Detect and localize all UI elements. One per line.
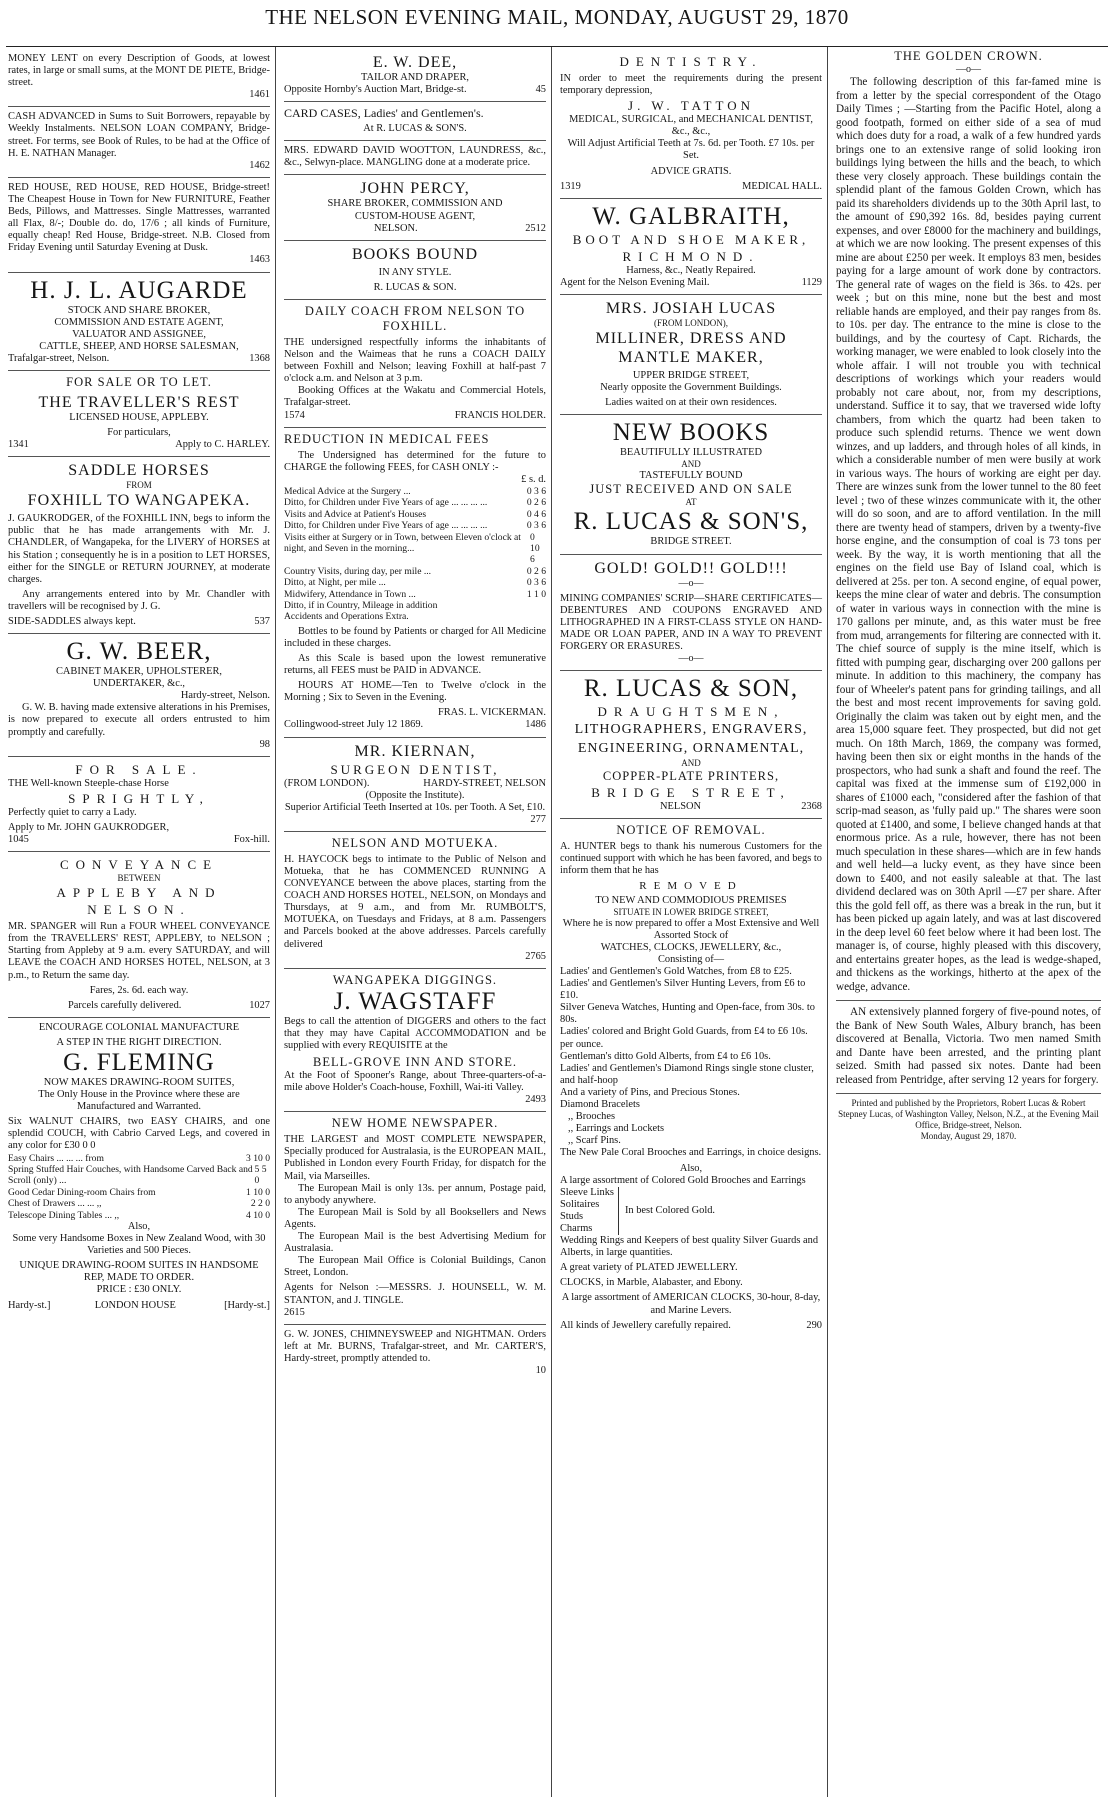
ad-title: J. W. TATTON [628, 98, 754, 114]
ad-line: IN ANY STYLE. [378, 266, 452, 278]
ad-line: HARDY-STREET, NELSON [423, 777, 546, 789]
article-title: THE GOLDEN CROWN. [894, 49, 1043, 63]
ad-hunter-removal [560, 819, 822, 1336]
bracket-note: In best Colored Gold. [624, 1204, 716, 1216]
ad-text: RED HOUSE, RED HOUSE, RED HOUSE, Bridge-street! The Cheapest House in Town for New FURNITURE, Feather Beds, Pillows, and Mattresses. Single Mattresses, warranted all Flax, 8/-; Double do. do, 17/6 ; all kinds of Furniture, equally cheap! Red House, Bridge-street. N.B. Closed from Friday Evening until Saturday Evening at Dusk. [8, 181, 270, 254]
ad-line: REMOVED [639, 879, 743, 892]
ad-line: Opposite Hornby's Auction Mart, Bridge-st. [284, 84, 467, 96]
ad-conveyance [8, 852, 270, 1018]
stock-item: Ladies' colored and Bright Gold Guards, from £4 to £6 10s. per ounce. [560, 1026, 808, 1050]
ad-line: Apply to Mr. JOHN GAUKRODGER, [8, 821, 170, 833]
ad-line: R. LUCAS & SON. [373, 281, 457, 293]
ad-dentistry [560, 49, 822, 199]
fee-item: Medical Advice at the Surgery ... [284, 485, 411, 497]
fee-item: Ditto, for Children under Five Years of age ... ... ... ... [284, 497, 488, 509]
ad-text: CARD CASES, Ladies' and Gentlemen's. [284, 106, 484, 121]
ad-number: 98 [259, 738, 270, 750]
ad-line: JUST RECEIVED AND ON SALE [589, 482, 793, 497]
fee-row [284, 532, 546, 566]
ad-signature: FRANCIS HOLDER. [454, 409, 546, 421]
ad-signature: FRAS. L. VICKERMAN. [437, 707, 546, 719]
ad-wagstaff [284, 969, 546, 1113]
ad-european-mail [284, 1112, 546, 1324]
price-row [8, 1198, 270, 1209]
ad-jones [284, 1325, 546, 1382]
bracket-list [560, 1187, 619, 1235]
ad-line: NELSON [660, 801, 701, 813]
ad-title: THE TRAVELLER'S REST [38, 393, 240, 411]
ad-number: 1368 [249, 352, 270, 364]
fee-columns: £ s. d. [521, 473, 546, 485]
ad-line: COMMISSION AND ESTATE AGENT, [54, 316, 224, 328]
fee-row [284, 589, 546, 600]
fee-table [284, 486, 546, 623]
ad-line: NOW MAKES DRAWING-ROOM SUITES, [43, 1076, 235, 1088]
ad-number: 1462 [249, 159, 270, 171]
ad-text: MINING COMPANIES' SCRIP—SHARE CERTIFICATES—DEBENTURES AND COUPONS ENGRAVED AND LITHOGRAPHED IN A FIRST-CLASS STYLE ON HAND-MADE OR LOAN PAPER, AND IN A WAY TO PREVENT FORGERY OR ERASURES. [560, 592, 822, 652]
fee-item: Visits either at Surgery or in Town, between Eleven o'clock at night, and Seven in the morning... [284, 531, 521, 554]
column-1 [6, 47, 276, 1797]
ad-line: [Hardy-st.] [224, 1299, 270, 1311]
ad-number: 10 [535, 1364, 546, 1376]
ad-heading: R. LUCAS & SON, [583, 675, 799, 703]
ad-line: BOOT AND SHOE MAKER, [572, 231, 810, 247]
ad-line: Parcels carefully delivered. [68, 999, 182, 1011]
ad-line: TO NEW AND COMMODIOUS PREMISES [595, 894, 787, 906]
ad-line: Collingwood-street July 12 1869. [284, 719, 424, 731]
ad-beer [8, 634, 270, 757]
ad-heading: CONVEYANCE [59, 857, 219, 873]
price-row [8, 1187, 270, 1198]
ad-line: Perfectly quiet to carry a Lady. [8, 806, 137, 818]
ad-text: Booking Offices at the Wakatu and Commercial Hotels, Trafalgar-street. [284, 385, 546, 409]
ad-daily-coach [284, 300, 546, 428]
price-item: Good Cedar Dining-room Chairs from [8, 1186, 156, 1198]
ad-text: The European Mail is only 13s. per annum, Postage paid, to anybody anywhere. [284, 1182, 546, 1206]
ad-heading: NEW HOME NEWSPAPER. [331, 1116, 499, 1131]
ad-line: MEDICAL HALL. [742, 180, 822, 192]
ad-line: BETWEEN [117, 873, 161, 884]
ad-number: 45 [535, 84, 546, 96]
stock-item: Ladies' and Gentlemen's Diamond Rings single stone cluster, and half-hoop [560, 1062, 814, 1086]
ad-text: MONEY LENT on every Description of Goods, at lowest rates, in large or small sums, at the MONT DE PIETE, Bridge-street. [8, 53, 270, 89]
ad-heading: G. W. BEER, [66, 638, 212, 666]
ad-heading: FOR SALE. [75, 761, 203, 777]
ad-line: TASTEFULLY BOUND [639, 470, 743, 482]
ad-line: Some very Handsome Boxes in New Zealand Wood, with 30 Varieties and 500 Pieces. [12, 1233, 266, 1257]
bracket-item: Solitaires [560, 1198, 600, 1210]
ad-text: The European Mail is the best Advertising Medium for Australasia. [284, 1231, 546, 1255]
ad-heading: REDUCTION IN MEDICAL FEES [284, 431, 490, 446]
ad-number: 2493 [525, 1094, 546, 1106]
column-4 [834, 47, 1106, 1797]
ad-line: FROM [126, 480, 152, 491]
ad-number: 1574 [284, 409, 305, 421]
ad-line: Superior Artificial Teeth Inserted at 10s. per Tooth. A Set, £10. [284, 801, 546, 813]
stock-item: The New Pale Coral Brooches and Earrings, in choice designs. [560, 1147, 822, 1159]
ad-line: ENGINEERING, ORNAMENTAL, [577, 741, 805, 757]
ad-text: The European Mail is Sold by all Booksellers and News Agents. [284, 1206, 546, 1230]
ad-number: 2512 [525, 222, 546, 234]
ad-heading: FOXHILL TO WANGAPEKA. [27, 492, 251, 510]
ad-number: 277 [530, 813, 546, 825]
fee-value: 0 3 6 [526, 485, 546, 497]
price-value: 2 2 0 [250, 1198, 270, 1210]
fee-value: 0 3 6 [526, 577, 546, 589]
column-2 [282, 47, 552, 1797]
ad-haycock [284, 832, 546, 969]
ad-line: Fares, 2s. 6d. each way. [89, 984, 189, 996]
fee-item: Ditto, for Children under Five Years of age ... ... ... ... [284, 520, 488, 532]
ad-line: A great variety of PLATED JEWELLERY. [560, 1262, 738, 1274]
column-3 [558, 47, 828, 1797]
ad-line: DRAUGHTSMEN, [597, 704, 785, 720]
ad-line: CATTLE, SHEEP, AND HORSE SALESMAN, [39, 340, 239, 352]
bracket-group [560, 1187, 822, 1235]
ad-text: The Undersigned has determined for the future to CHARGE the following FEES, for CASH ONLY :- [284, 449, 546, 473]
ad-line: RICHMOND. [622, 248, 760, 264]
ad-number: 1129 [801, 276, 822, 288]
ad-line: VALUATOR AND ASSIGNEE, [72, 328, 206, 340]
ad-title: SPRIGHTLY, [68, 790, 210, 806]
fee-item: Visits and Advice at Patient's Houses [284, 508, 427, 520]
ad-text: CASH ADVANCED in Sums to Suit Borrowers, repayable by Weekly Instalments. NELSON LOAN COMPANY, Bridge-street. For terms, see Book of Rules, to be had at the Office of H. E. NATHAN Manager. [8, 111, 270, 159]
ad-text: THE undersigned respectfully informs the inhabitants of Nelson and the Waimeas that he runs a COACH DAILY between Foxhill and Nelson; leaving Foxhill at half-past 7 o'clock a.m. and Nelson at 3 p.m. [284, 336, 546, 385]
stock-item: Ladies' and Gentlemen's Gold Watches, from £8 to £25. [560, 966, 792, 977]
ad-line: CUSTOM-HOUSE AGENT, [354, 210, 476, 222]
ad-galbraith [560, 199, 822, 295]
ad-heading: NEW BOOKS [612, 419, 770, 447]
ad-fleming [8, 1018, 270, 1317]
ad-text: A. HUNTER begs to thank his numerous Customers for the continued support with which he has been favored, and begs to inform them that he has [560, 841, 822, 877]
fee-item: Country Visits, during day, per mile ... [284, 565, 432, 577]
ad-line: SHARE BROKER, COMMISSION AND [327, 198, 503, 210]
ad-line: Where he is now prepared to offer a Most Extensive and Well Assorted Stock of [562, 917, 820, 941]
stock-item: ,, Scarf Pins. [568, 1135, 621, 1147]
price-row [8, 1164, 270, 1187]
stock-item: And a variety of Pins, and Precious Stones. [560, 1086, 740, 1098]
ad-new-books [560, 415, 822, 554]
ad-number: 1027 [249, 999, 270, 1011]
forgery-item: AN extensively planned forgery of five-pound notes, of the Bank of New South Wales, Albury branch, has been discovered at Benalla, Victoria. Two men named Smith and Dante have been arrested, and the printing plant seized. Smith had passed six notes. Dante had been released from Pentridge, after serving 12 years for forgery. [836, 1000, 1101, 1087]
article-separator: —o— [956, 64, 981, 75]
ad-heading: E. W. DEE, [372, 54, 458, 71]
ad-saddle-horses [8, 457, 270, 634]
ad-line: Nearly opposite the Government Buildings. [600, 382, 782, 394]
ad-text: Begs to call the attention of DIGGERS and others to the fact that they may have Capital ACCOMMODATION and be supplied with every REQUISITE at the [284, 1015, 546, 1051]
ad-number: 1341 [8, 439, 29, 451]
ad-heading: SADDLE HORSES [68, 462, 210, 480]
ad-title: R. LUCAS & SON'S, [573, 508, 809, 536]
ad-text: The European Mail Office is Colonial Buildings, Canon Street, London. [284, 1255, 546, 1279]
ad-number: 1045 [8, 834, 29, 846]
fee-row [284, 566, 546, 577]
ad-line: COPPER-PLATE PRINTERS, [602, 769, 780, 784]
ad-text: At the Foot of Spooner's Range, about Three-quarters-of-a-mile above Holder's Coach-house, Foxhill, Wai-iti Valley. [284, 1070, 546, 1094]
ad-heading: APPLEBY AND NELSON. [56, 885, 222, 918]
ad-number: 1319 [560, 180, 581, 192]
price-list [8, 1153, 270, 1221]
ad-line: At R. LUCAS & SON'S. [363, 123, 467, 135]
ad-line: Apply to C. HARLEY. [175, 439, 270, 451]
ad-line: For particulars, [107, 427, 171, 439]
ad-text: Bottles to be found by Patients or charged for All Medicine included in these charges. [284, 625, 546, 649]
ad-kiernan [284, 738, 546, 832]
fee-row [284, 611, 546, 622]
stock-item: ,, Earrings and Lockets [568, 1123, 665, 1135]
ad-line: SITUATE IN LOWER BRIDGE STREET, [613, 906, 769, 917]
ad-heading: MR. KIERNAN, [354, 742, 476, 760]
ad-line: Trafalgar-street, Nelson. [8, 352, 110, 364]
fee-row [284, 486, 546, 497]
fee-value: 0 3 6 [526, 520, 546, 532]
ad-text: G. W. JONES, CHIMNEYSWEEP and NIGHTMAN. Orders left at Mr. BURNS, Trafalgar-street, and Mr. CARTER'S, Hardy-street, promptly attended to. [284, 1328, 546, 1364]
ad-heading: A STEP IN THE RIGHT DIRECTION. [56, 1036, 222, 1048]
stock-item: Diamond Bracelets [560, 1099, 640, 1111]
ad-line: ADVICE GRATIS. [650, 165, 732, 177]
price-value: 4 10 0 [246, 1209, 270, 1221]
ad-number: 1486 [525, 719, 546, 731]
price-item: Easy Chairs ... ... ... from [8, 1152, 104, 1164]
ad-line: SIDE-SADDLES always kept. [8, 616, 136, 627]
price-item: Spring Stuffed Hair Couches, with Handsome Carved Back and Scroll (only) ... [8, 1163, 253, 1187]
ad-wootton [284, 141, 546, 175]
ad-text: THE LARGEST and MOST COMPLETE NEWSPAPER, Specially produced for Australasia, is the EUROPEAN MAIL, Published in London every Fourth Friday, for dispatch for the Mail, via Marseilles. [284, 1134, 546, 1182]
ad-line: AND [681, 459, 701, 470]
ad-line: LICENSED HOUSE, APPLEBY. [69, 411, 209, 423]
ad-text: G. W. B. having made extensive alterations in his Premises, is now prepared to execute all orders entrusted to him promptly and carefully. [8, 702, 270, 738]
ad-line: Also, [127, 1220, 151, 1232]
ad-line: Consisting of— [657, 953, 725, 965]
ad-heading: NOTICE OF REMOVAL. [616, 823, 766, 838]
ad-title: J. WAGSTAFF [333, 987, 497, 1015]
ad-text: IN order to meet the requirements during the present temporary depression, [560, 73, 822, 97]
ad-line: The Only House in the Province where these are Manufactured and Warranted. [38, 1089, 240, 1113]
ad-text: MR. SPANGER will Run a FOUR WHEEL CONVEYANCE from the TRAVELLERS' REST, APPLEBY, to NELSON ; Starting from Appleby at 9 a.m. every SATURDAY, and will LEAVE the COACH AND HORSES HOTEL, NELSON, at 3 p.m., to Return the same day. [8, 921, 270, 981]
ad-cash-advanced [8, 107, 270, 177]
ad-line: UNDERTAKER, &c., [92, 678, 186, 690]
stock-item: ,, Brooches [568, 1111, 616, 1123]
ad-line: WATCHES, CLOCKS, JEWELLERY, &c., [600, 941, 782, 953]
ad-line: PRICE : £30 ONLY. [96, 1284, 182, 1296]
ad-line: MEDICAL, SURGICAL, and MECHANICAL DENTIST, &c., &c., [569, 114, 813, 138]
fee-value: 0 4 6 [526, 508, 546, 520]
ad-mrs-lucas [560, 295, 822, 415]
ad-line: BRIDGE STREET, [591, 785, 791, 801]
masthead [0, 0, 1114, 34]
price-value: 3 10 0 [246, 1152, 270, 1164]
article-body: The following description of this far-famed mine is from a letter by the special correspondent of the Otago Daily Times ; —Starting from the Pacific Hotel, along a good footpath, formed on either side of a sea of mud which does duty for a road, a walk of a few hundred yards brings one to an extensive range of solid looking iron buildings lying between the hills and the beach, to which these very closely approach. These buildings contain the splendid plant of the famous Golden Crown, which has paid its shareholders dividends up to the 30th April last, to the amount of £90,392 16s. 8d, besides paying current expenses, and over £8000 for the machinery and buildings, at which we are now looking. The present expenses of this mine are about £250 per week. It employs 83 men, besides paying for a large amount of work done by contractors. The general rate of wages on the field is 36s. to 42s. per week ; but on this mine, none but the best and most reliable hands are employed, and their pay ranges from 8s. to 10s. per day. The entrance to the mine is close to the buildings, and by the courtesy of Capt. Richards, the working manager, we were enabled to look closely into the whole affair. I will not trouble you with technical descriptions of workings which your readers would probably not care about, nor, from my descriptions, understand. Suffice it to say, that we traversed wide lofty chambers, from which the quartz had been taken to produce such splendid returns. Thence we went down winzes, and up ladders, and through holes of all kinds, in which a considerable number of men were busily at work in various ways. The hours of working are eight per day. There are winzes sunk from the lower tunnel to the 80 feet level ; two of these winzes communicate with it, the other will do so soon, and are to afford ventilation. In the mill there are twenty head of stampers, driven by a twenty-five horse engine, and the consumption of coal is 73 tons per week. By the way, it is worth mentioning that all the engines on the field use Bay of Island coal, which is delivered at 25s. per ton. A second engine, of equal power, keeps the mine clear of water and debris. The consumption of water in various ways in connection with the mine is 170 gallons per minute, and, as this water must be free from mud, arrangements for filtering are connected with it. The chief source of supply is the mine itself, which is fitted with pumping gear, discharging over 200 gallons per minute. In addition to this machinery, the company has four of Wheeler's patent pans for grinding tailings, and all the best and most recent improvements for saving gold. Originally the claim was taken out by eight men, and the area 15,000 square feet. They prospected, but did not get much. On 18th March, 1869, the company was formed, having been then six or eight months in the hands of the prospectors, who had sunk a shaft and found the reef. The capital was fixed at the immense sum of £192,000 in shares of £1000 each, "considered after the fashion of that scrip-mad season, as 'fully paid up." The shares were soon quoted at £1400, and some, I believe changed hands at that enormous price. As a rule, however, there has not been much speculation in these shares—which are in few hands and well held—a lucky event, as they have since been down to £400, and not easily saleable at that. The last dividend declared was on 30th April —£7 per share. After this the gold fell off, as there was a break in the run, but it has been picked up again lately, and was at last discovered in the deep level 60 feet below where it had been lost. The manager is, of course, highly pleased with this discovery, and entertains greater hopes, as the lead is wedge-shaped, and thickens as the workings, hitherto at the apex of the wedge, advance. [836, 76, 1101, 993]
ad-line: Hardy-st.] [8, 1299, 51, 1311]
bracket-item: Sleeve Links [560, 1186, 614, 1198]
ad-heading: DAILY COACH FROM NELSON TO FOXHILL. [304, 303, 526, 333]
ad-line: Fox-hill. [233, 834, 270, 846]
fee-item: Ditto, if in Country, Mileage in addition [284, 599, 438, 611]
ad-heading: FOR SALE OR TO LET. [66, 374, 212, 389]
ad-augarde [8, 273, 270, 371]
stock-list [560, 966, 822, 1160]
ad-line: BEAUTIFULLY ILLUSTRATED [619, 447, 762, 459]
ad-line: BELL-GROVE INN AND STORE. [313, 1055, 517, 1069]
ad-percy [284, 175, 546, 240]
ad-line: Will Adjust Artificial Teeth at 7s. 6d. per Tooth. £7 10s. per Set. [567, 138, 815, 162]
fee-item: Ditto, at Night, per mile ... [284, 577, 386, 589]
ad-line: UNIQUE DRAWING-ROOM SUITES IN HANDSOME REP, MADE TO ORDER. [19, 1260, 259, 1284]
ad-heading: DENTISTRY. [619, 54, 763, 69]
ad-red-house [8, 178, 270, 273]
fee-value: 1 1 0 [526, 588, 546, 600]
ad-line: UPPER BRIDGE STREET, [632, 369, 750, 381]
ad-separator: —o— [678, 577, 704, 589]
imprint: Printed and published by the Proprietors, Robert Lucas & Robert Stepney Lucas, of Washington Valley, Nelson, N.Z., at the Evening Mail Office, Bridge-street, Nelson. [836, 1093, 1101, 1131]
stock-item: Gentleman's ditto Gold Alberts, from £4 to £6 10s. [560, 1050, 771, 1062]
ad-text: Any arrangements entered into by Mr. Chandler with travellers will be recognised by J. G. [8, 588, 270, 612]
stock-item: Silver Geneva Watches, Hunting and Open-face, from 30s. to 80s. [560, 1002, 815, 1026]
ad-dee [284, 49, 546, 102]
ad-text: MRS. EDWARD DAVID WOOTTON, LAUNDRESS, &c., &c., Selwyn-place. MANGLING done at a moderate price. [284, 145, 546, 169]
ad-medical-fees [284, 428, 546, 738]
bracket-item: Charms [560, 1222, 593, 1234]
ad-text: J. GAUKRODGER, of the FOXHILL INN, begs to inform the public that he has made arrangements with Mr. J. CHANDLER, of Wangapeka, for the LIVERY of HORSES at his Station ; consequently he is in a position to LET HORSES, either for the SINGLE or RETURN JOURNEY, at moderate charges. [8, 513, 270, 585]
ad-line: Harness, &c., Neatly Repaired. [626, 264, 756, 276]
ad-travellers-rest [8, 371, 270, 457]
ad-line: Ladies waited on at their own residences. [605, 397, 777, 409]
ad-r-lucas-son [560, 671, 822, 819]
ad-line: Wedding Rings and Keepers of best quality Silver Guards and Alberts, in large quantities. [560, 1235, 819, 1259]
ad-money-lent [8, 49, 270, 107]
price-value: 5 5 0 [254, 1163, 267, 1187]
ad-number: 290 [806, 1319, 822, 1331]
ad-text: Agents for Nelson :—MESSRS. J. HOUNSELL, W. M. STANTON, and J. TINGLE. [284, 1282, 546, 1306]
ad-text: H. HAYCOCK begs to intimate to the Public of Nelson and Motueka, that he has COMMENCED RUNNING A CONVEYANCE between the above places, starting from the COACH AND HORSES HOTEL, NELSON, on Mondays and Thursdays, at 9 a.m., and from Mr. RUMBOLT'S, MOTUEKA, on Tuesdays and Fridays, at 8 a.m. Passengers and Parcels booked at the above addresses. Parcels carefully delivered [284, 853, 546, 950]
fee-value: 0 10 6 [530, 531, 540, 566]
page-columns [6, 46, 1108, 1797]
ad-number: 2765 [525, 950, 546, 962]
ad-heading: MRS. JOSIAH LUCAS [605, 299, 777, 317]
ad-line: (Opposite the Institute). [365, 789, 465, 801]
imprint-date: Monday, August 29, 1870. [920, 1131, 1017, 1142]
ad-line: All kinds of Jewellery carefully repaired. [560, 1319, 731, 1331]
ad-card-cases [284, 102, 546, 141]
stock-item: Ladies' and Gentlemen's Silver Hunting Levers, from £6 to £10. [560, 978, 806, 1002]
ad-title: G. FLEMING [63, 1048, 215, 1076]
fee-row [284, 497, 546, 508]
masthead-title: THE NELSON EVENING MAIL, MONDAY, AUGUST 29, 1870 [265, 4, 849, 29]
ad-heading: ENCOURAGE COLONIAL MANUFACTURE [38, 1021, 240, 1033]
fee-row [284, 600, 546, 611]
fee-item: Midwifery, Attendance in Town ... [284, 588, 416, 600]
ad-text: HOURS AT HOME—Ten to Twelve o'clock in the Morning ; Six to Seven in the Evening. [284, 680, 546, 704]
ad-heading: JOHN PERCY, [360, 180, 470, 198]
ad-text: As this Scale is based upon the lowest remunerative returns, all FEES must be PAID in ADVANCE. [284, 652, 546, 677]
ad-line: CLOCKS, in Marble, Alabaster, and Ebony. [560, 1277, 743, 1289]
ad-line: TAILOR AND DRAPER, [361, 72, 469, 83]
fee-value: 0 2 6 [526, 565, 546, 577]
ad-line: Also, [679, 1162, 703, 1174]
ad-number: 2368 [801, 801, 822, 813]
ad-line: Hardy-street, Nelson. [180, 690, 270, 702]
ad-line: LITHOGRAPHERS, ENGRAVERS, [574, 722, 808, 738]
price-value: 1 10 0 [246, 1186, 270, 1198]
ad-number: 1461 [249, 89, 270, 101]
ad-heading: WANGAPEKA DIGGINGS. [332, 972, 498, 987]
ad-number: 2615 [284, 1306, 305, 1318]
price-row [8, 1210, 270, 1221]
ad-text: Six WALNUT CHAIRS, two EASY CHAIRS, and one splendid COUCH, with Cabrio Carved Legs, and covered in any color for £30 0 0 [8, 1116, 270, 1152]
ad-heading: W. GALBRAITH, [592, 202, 790, 230]
fee-row [284, 520, 546, 531]
ad-line: BRIDGE STREET. [650, 536, 732, 548]
ad-heading: NELSON AND MOTUEKA. [331, 835, 499, 850]
ad-gold [560, 555, 822, 672]
ad-line: AND [681, 758, 701, 769]
bracket-item: Studs [560, 1210, 584, 1222]
ad-separator: —o— [678, 653, 704, 665]
ad-line: LONDON HOUSE [94, 1299, 176, 1311]
price-item: Telescope Dining Tables ... ,, [8, 1209, 120, 1221]
ad-line: AT [685, 497, 697, 508]
fee-value: 0 2 6 [526, 497, 546, 509]
price-row [8, 1153, 270, 1164]
ad-line: A large assortment of Colored Gold Brooches and Earrings [560, 1174, 806, 1186]
ad-heading: H. J. L. AUGARDE [30, 276, 248, 304]
ad-line: STOCK AND SHARE BROKER, [67, 304, 211, 316]
fee-row [284, 577, 546, 588]
ad-line: (FROM LONDON), [654, 317, 728, 328]
ad-for-sale [8, 757, 270, 852]
price-item: Chest of Drawers ... ... ,, [8, 1198, 102, 1210]
ad-books-bound [284, 241, 546, 300]
ad-line: A large assortment of AMERICAN CLOCKS, 30-hour, 8-day, and Marine Levers. [561, 1292, 821, 1316]
ad-title: MILLINER, DRESS AND MANTLE MAKER, [595, 329, 787, 366]
ad-line: CABINET MAKER, UPHOLSTERER, [55, 666, 223, 678]
ad-line: SURGEON DENTIST, [330, 761, 500, 777]
ad-number: 537 [254, 616, 270, 627]
fee-item: Accidents and Operations Extra. [284, 611, 409, 623]
ad-line: NELSON. [374, 222, 418, 234]
fee-row [284, 509, 546, 520]
ad-heading: GOLD! GOLD!! GOLD!!! [594, 559, 788, 577]
ad-line: (FROM LONDON). [284, 777, 370, 789]
ad-heading: BOOKS BOUND [351, 245, 479, 263]
ad-number: 1463 [249, 254, 270, 266]
ad-line: Agent for the Nelson Evening Mail. [560, 276, 710, 288]
ad-line: THE Well-known Steeple-chase Horse [8, 777, 169, 789]
